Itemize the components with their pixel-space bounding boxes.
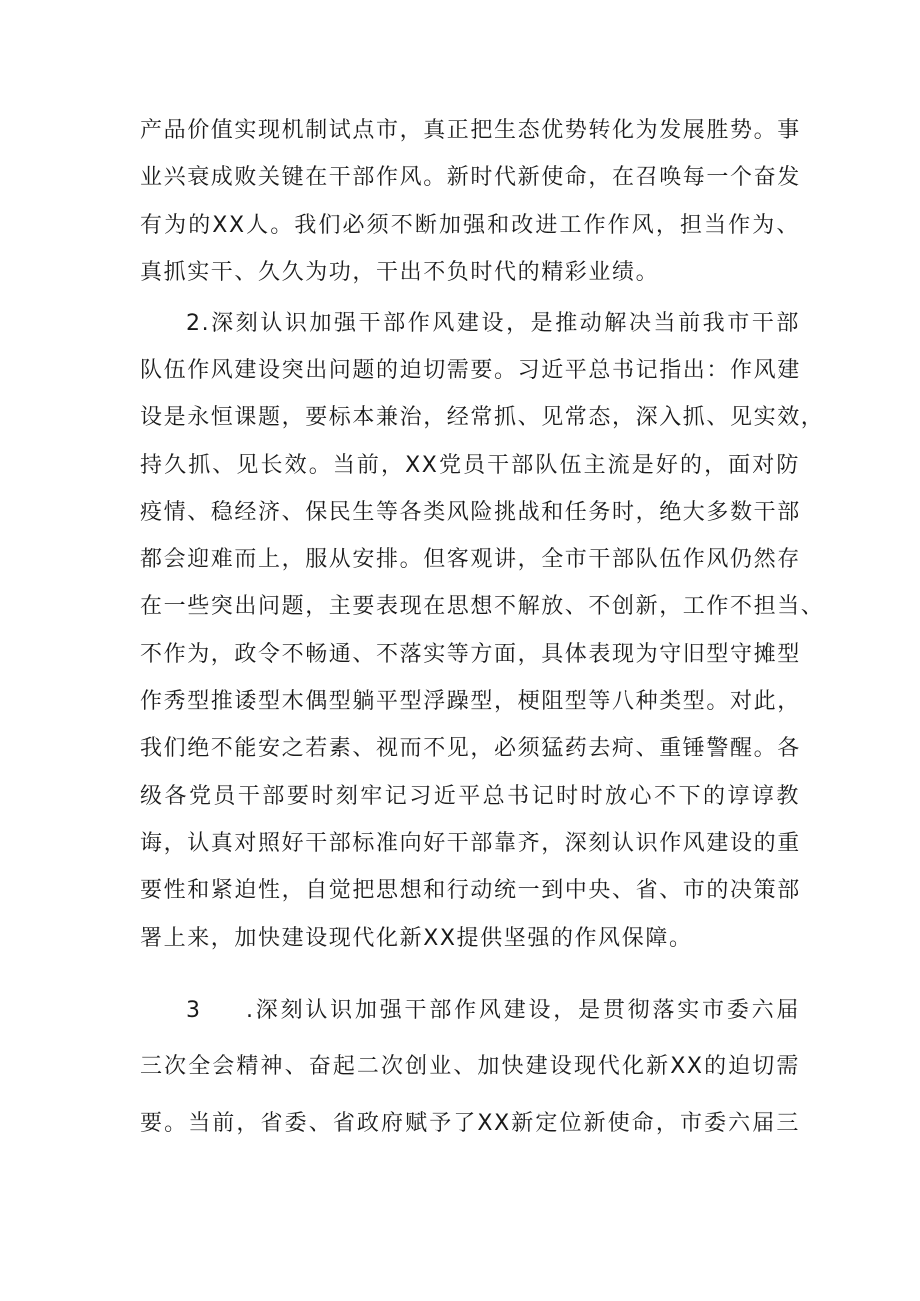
paragraph-line: 级各党员干部要时刻牢记习近平总书记时时放心不下的谆谆教 — [140, 784, 800, 809]
paragraph-line: 要性和紧迫性，自觉把思想和行动统一到中央、省、市的决策部 — [140, 878, 801, 903]
paragraph-line: 都会迎难而上，服从安排。但客观讲，全市干部队伍作风仍然存 — [140, 547, 801, 572]
paragraph-line: 不作为，政令不畅通、不落实等方面，具体表现为守旧型守摊型 — [140, 642, 801, 667]
paragraph-line: 产品价值实现机制试点市，真正把生态优势转化为发展胜势。事 — [140, 118, 801, 143]
paragraph-line: 持久抓、见长效。当前，XX党员干部队伍主流是好的，面对防 — [140, 453, 800, 478]
paragraph-line: 有为的XX人。我们必须不断加强和改进工作作风，担当作为、 — [140, 213, 800, 238]
paragraph-line: 在一些突出问题，主要表现在思想不解放、不创新，工作不担当、 — [140, 594, 825, 619]
paragraph-line: 我们绝不能安之若素、视而不见，必须猛药去疴、重锤警醒。各 — [140, 736, 801, 761]
paragraph-line: 三次全会精神、奋起二次创业、加快建设现代化新XX的迫切需 — [140, 1054, 800, 1079]
paragraph-line: .深刻认识加强干部作风建设，是贯彻落实市委六届 — [246, 998, 800, 1023]
paragraph-line: 作秀型推诿型木偶型躺平型浮躁型，梗阻型等八种类型。对此， — [140, 689, 801, 714]
paragraph-line: 诲，认真对照好干部标准向好干部靠齐，深刻认识作风建设的重 — [140, 831, 801, 856]
section-number: 3 — [186, 998, 200, 1023]
paragraph-line: 要。当前，省委、省政府赋予了XX新定位新使命，市委六届三 — [140, 1111, 800, 1136]
paragraph-line: 设是永恒课题，要标本兼治，经常抓、见常态，深入抓、见实效， — [140, 405, 825, 430]
paragraph-line: 署上来，加快建设现代化新XX提供坚强的作风保障。 — [140, 926, 693, 951]
paragraph-line: 真抓实干、久久为功，干出不负时代的精彩业绩。 — [140, 260, 660, 285]
paragraph-line: 队伍作风建设突出问题的迫切需要。习近平总书记指出：作风建 — [140, 358, 801, 383]
paragraph-line: 疫情、稳经济、保民生等各类风险挑战和任务时，绝大多数干部 — [140, 500, 801, 525]
paragraph-line: 业兴衰成败关键在干部作风。新时代新使命，在召唤每一个奋发 — [140, 165, 801, 190]
paragraph-line: 2.深刻认识加强干部作风建设，是推动解决当前我市干部 — [186, 311, 800, 336]
